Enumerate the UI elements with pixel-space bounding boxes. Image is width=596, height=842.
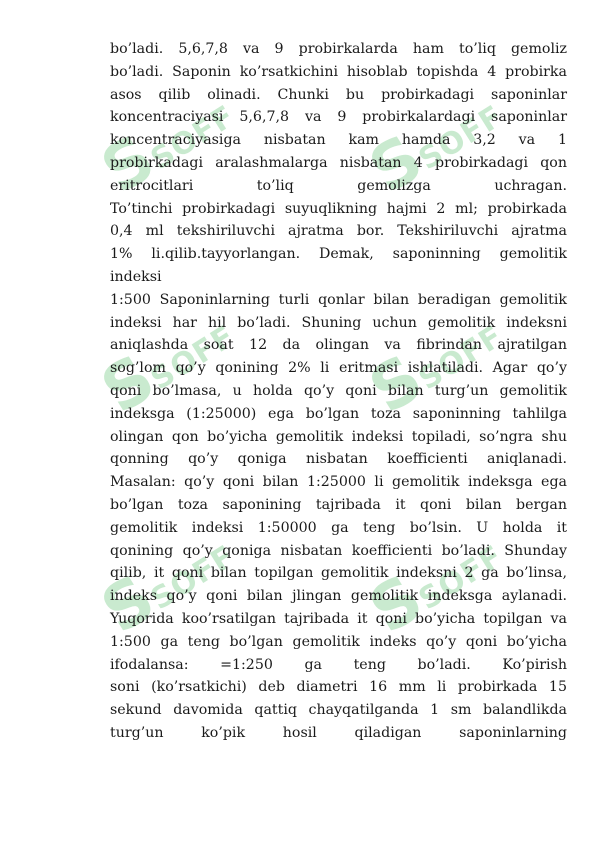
watermark-logo: S SOFF: [357, 538, 510, 649]
text-line: koncentraciyasi 5,6,7,8 va 9 probirkalardagi saponinlar: [110, 109, 567, 126]
text-line: 1:500 ga teng bo’lgan gemolitik indeks qo’y qoni bo’yicha: [110, 633, 567, 650]
text-line: qonning qo’y qoniga nisbatan koefficienti aniqlanadi.: [110, 451, 567, 468]
text-line: bo’ladi. Saponin ko’rsatkichini hisoblab topishda 4 probirka: [110, 63, 567, 80]
text-line: bo’ladi. 5,6,7,8 va 9 probirkalarda ham to’liq gemoliz: [110, 41, 567, 57]
text-line: indeksga (1:25000) ega bo’lgan toza saponinning tahlilga: [110, 405, 567, 422]
text-line: aniqlashda soat 12 da olingan va fibrindan ajratilgan: [110, 337, 567, 354]
text-line: indeks qo’y qoni bilan jlingan gemolitik indeksga aylanadi.: [110, 588, 567, 605]
text-line: qoni bo’lmasa, u holda qo’y qoni bilan turg’un gemolitik: [110, 382, 567, 399]
text-line: indeksi: [110, 268, 162, 285]
watermark-logo: S SOFF: [89, 538, 242, 649]
text-line: qilib, it qoni bilan topilgan gemolitik indeksni 2 ga bo’linsa,: [110, 565, 567, 582]
watermark-logo: S SOFF: [357, 98, 510, 209]
text-line: qonining qo’y qoniga nisbatan koefficienti bo’ladi. Shunday: [110, 542, 567, 559]
text-line: ifodalansa: =1:250 ga teng bo’ladi. Ko’pirish: [110, 656, 567, 673]
text-line: asos qilib olinadi. Chunki bu probirkadagi saponinlar: [110, 86, 567, 103]
watermark-logo: S SOFF: [89, 318, 242, 429]
text-line: koncentraciyasiga nisbatan kam hamda 3,2 va 1: [110, 132, 567, 149]
text-line: indeksi har hil bo’ladi. Shuning uchun gemolitik indeksni: [110, 314, 567, 331]
text-line: probirkadagi aralashmalarga nisbatan 4 probirkadagi qon: [110, 154, 567, 171]
body-text: [110, 38, 567, 745]
text-line: sekund davomida qattiq chayqatilganda 1 sm balandlikda: [110, 702, 567, 719]
text-line: soni (ko’rsatkichi) deb diametri 16 mm li probirkada 15: [110, 679, 567, 696]
text-line: turg’un ko’pik hosil qiladigan saponinlarning: [110, 724, 567, 741]
text-line: olingan qon bo’yicha gemolitik indeksi topiladi, so’ngra shu: [110, 428, 567, 445]
text-line: 0,4 ml tekshiriluvchi ajratma bor. Tekshiriluvchi ajratma: [110, 223, 567, 240]
text-line: 1:500 Saponinlarning turli qonlar bilan beradigan gemolitik: [110, 291, 567, 308]
text-line: 1% li.qilib.tayyorlangan. Demak, saponinning gemolitik: [110, 246, 567, 263]
text-line: Masalan: qo’y qoni bilan 1:25000 li gemolitik indeksga ega: [110, 474, 567, 491]
watermark-logo: S SOFF: [357, 318, 510, 429]
text-line: gemolitik indeksi 1:50000 ga teng bo’lsin. U holda it: [110, 519, 567, 536]
text-line: bo’lgan toza saponining tajribada it qoni bilan bergan: [110, 496, 567, 513]
text-line: sog’lom qo’y qonining 2% li eritmasi ishlatiladi. Agar qo’y: [110, 360, 567, 377]
text-line: eritrocitlari to’liq gemolizga uchragan.: [110, 177, 567, 194]
text-line: To’tinchi probirkadagi suyuqlikning hajmi 2 ml; probirkada: [110, 200, 567, 217]
text-line: Yuqorida koo’rsatilgan tajribada it qoni bo’yicha topilgan va: [110, 610, 567, 627]
watermark-logo: S SOFF: [89, 98, 242, 209]
